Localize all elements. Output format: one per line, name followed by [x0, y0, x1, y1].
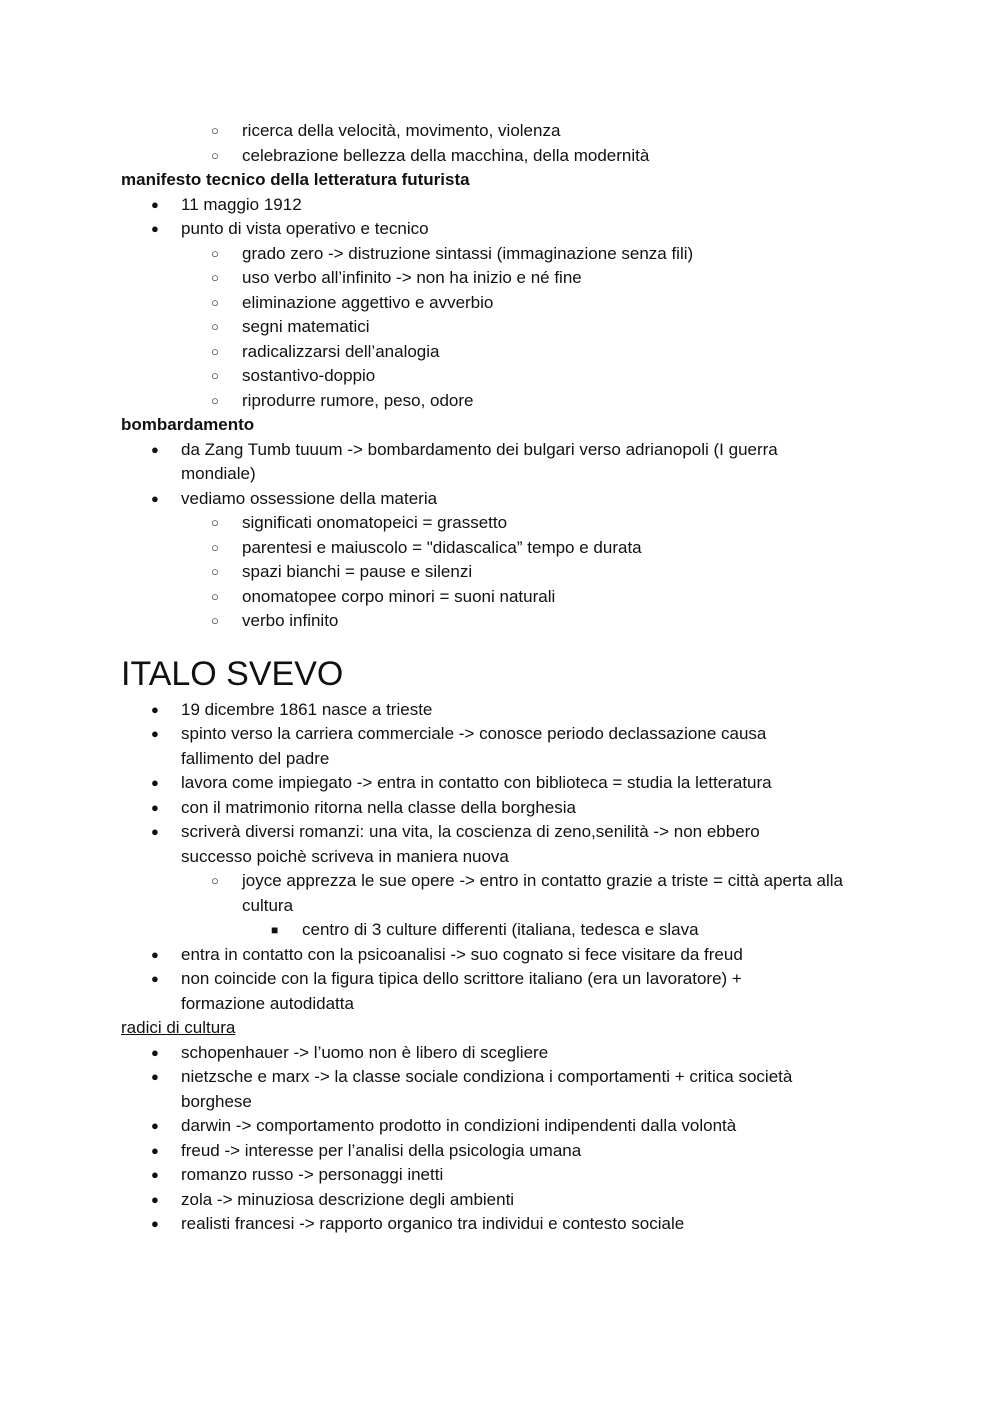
- list-item: [121, 869, 872, 918]
- list-item: [121, 1065, 811, 1114]
- circle-bullet-icon: ○: [211, 343, 219, 359]
- list-item: [121, 217, 881, 242]
- list-item: [121, 698, 881, 723]
- list-item: [121, 585, 881, 610]
- circle-bullet-icon: ○: [211, 515, 219, 530]
- list-item: [121, 943, 881, 968]
- list-item: [121, 193, 881, 218]
- list-item-text: significati onomatopeici = grassetto: [242, 513, 508, 532]
- list-item-text: scriverà diversi romanzi: una vita, la coscienza di zeno,senilità -> non ebbero successo poichè scriveva in maniera nuova: [181, 822, 760, 866]
- list-item-text: riprodurre rumore, peso, odore: [242, 390, 474, 410]
- circle-bullet-icon: ○: [211, 539, 219, 555]
- list-item: [121, 340, 881, 365]
- circle-bullet-icon: ○: [211, 123, 219, 138]
- circle-bullet-icon: ○: [211, 294, 219, 310]
- list-item-text: sostantivo-doppio: [242, 366, 376, 385]
- list-item: [121, 1041, 881, 1066]
- list-item-text: verbo infinito: [242, 611, 339, 630]
- list-item: [121, 438, 831, 487]
- list-item-text: lavora come impiegato -> entra in contatto con biblioteca = studia la letteratura: [181, 773, 772, 792]
- bullet-icon: ●: [151, 824, 159, 839]
- list-item-text: non coincide con la figura tipica dello scrittore italiano (era un lavoratore) + formazione autodidatta: [181, 969, 742, 1013]
- circle-bullet-icon: ○: [211, 147, 219, 163]
- list-item-text: schopenhauer -> l’uomo non è libero di scegliere: [181, 1042, 549, 1062]
- list-item: [121, 315, 881, 340]
- list-item-text: vediamo ossessione della materia: [181, 488, 438, 508]
- square-bullet-icon: ■: [271, 923, 279, 937]
- bullet-icon: ●: [151, 1191, 159, 1207]
- circle-bullet-icon: ○: [211, 392, 219, 408]
- list-item-text: onomatopee corpo minori = suoni naturali: [242, 586, 556, 606]
- list-item: [121, 242, 881, 267]
- bullet-icon: ●: [151, 971, 159, 986]
- list-item-text: spinto verso la carriera commerciale -> conosce periodo declassazione causa fallimento del padre: [181, 724, 767, 768]
- list-item-text: darwin -> comportamento prodotto in condizioni indipendenti dalla volontà: [181, 1116, 737, 1135]
- bullet-icon: ●: [151, 490, 159, 506]
- list-item: [121, 487, 881, 512]
- bullet-icon: ●: [151, 1118, 159, 1133]
- bullet-icon: ●: [151, 221, 159, 236]
- circle-bullet-icon: ○: [211, 368, 219, 383]
- list-item-text: zola -> minuziosa descrizione degli ambienti: [181, 1189, 515, 1209]
- list-item: [121, 389, 881, 414]
- circle-bullet-icon: ○: [211, 588, 219, 604]
- list-item-text: entra in contatto con la psicoanalisi -> suo cognato si fece visitare da freud: [181, 944, 743, 964]
- bullet-icon: ●: [151, 1167, 159, 1182]
- list-item: [121, 536, 881, 561]
- circle-bullet-icon: ○: [211, 564, 219, 579]
- list-item: [121, 820, 821, 869]
- bullet-icon: ●: [151, 1142, 159, 1158]
- circle-bullet-icon: ○: [211, 873, 219, 888]
- list-item-text: 19 dicembre 1861 nasce a trieste: [181, 699, 433, 719]
- bullet-icon: ●: [151, 775, 159, 790]
- list-item-text: da Zang Tumb tuuum -> bombardamento dei bulgari verso adrianopoli (I guerra mondiale): [181, 439, 778, 483]
- list-item: [121, 722, 821, 771]
- circle-bullet-icon: ○: [211, 319, 219, 334]
- list-item-text: 11 maggio 1912: [181, 194, 302, 214]
- bullet-icon: ●: [151, 799, 159, 815]
- list-item-text: centro di 3 culture differenti (italiana, tedesca e slava: [302, 920, 699, 939]
- document-page: [121, 119, 881, 1237]
- list-item: [121, 1163, 881, 1188]
- list-item-text: punto di vista operativo e tecnico: [181, 219, 429, 238]
- list-item: [121, 119, 881, 144]
- list-item-text: grado zero -> distruzione sintassi (immaginazione senza fili): [242, 243, 694, 263]
- list-item: [121, 1188, 881, 1213]
- list-item-text: romanzo russo -> personaggi inetti: [181, 1165, 444, 1184]
- list-item: [121, 144, 881, 169]
- bullet-icon: ●: [151, 726, 159, 741]
- section-heading-bombardamento: bombardamento: [121, 415, 255, 434]
- list-item-text: celebrazione bellezza della macchina, della modernità: [242, 145, 650, 165]
- bullet-icon: ●: [151, 1216, 159, 1231]
- list-item: [121, 291, 881, 316]
- circle-bullet-icon: ○: [211, 613, 219, 628]
- list-item-text: nietzsche e marx -> la classe sociale condiziona i comportamenti + critica società borghese: [181, 1067, 793, 1111]
- bullet-icon: ●: [151, 196, 159, 212]
- bullet-icon: ●: [151, 1044, 159, 1060]
- list-item: [121, 796, 881, 821]
- list-item-text: freud -> interesse per l’analisi della psicologia umana: [181, 1140, 582, 1160]
- list-item: [121, 609, 881, 634]
- list-item: [121, 967, 821, 1016]
- list-item: [121, 364, 881, 389]
- list-item-text: joyce apprezza le sue opere -> entro in contatto grazie a triste = città aperta alla cultura: [242, 871, 844, 915]
- section-heading-manifesto: manifesto tecnico della letteratura futurista: [121, 170, 470, 189]
- section-heading-radici: radici di cultura: [121, 1018, 236, 1037]
- circle-bullet-icon: ○: [211, 245, 219, 261]
- list-item: [121, 511, 881, 536]
- list-item: [121, 1139, 881, 1164]
- list-item-text: parentesi e maiuscolo = "didascalica” tempo e durata: [242, 537, 642, 557]
- list-item: [121, 1114, 881, 1139]
- list-item-text: uso verbo all’infinito -> non ha inizio e né fine: [242, 268, 582, 287]
- bullet-icon: ●: [151, 441, 159, 457]
- list-item: [121, 918, 881, 943]
- circle-bullet-icon: ○: [211, 270, 219, 285]
- list-item-text: con il matrimonio ritorna nella classe della borghesia: [181, 797, 576, 817]
- page-title: ITALO SVEVO: [121, 654, 344, 693]
- list-item: [121, 560, 881, 585]
- bullet-icon: ●: [151, 701, 159, 717]
- list-item: [121, 1212, 881, 1237]
- list-item: [121, 266, 881, 291]
- bullet-icon: ●: [151, 1069, 159, 1084]
- bullet-icon: ●: [151, 946, 159, 962]
- list-item-text: radicalizzarsi dell’analogia: [242, 341, 440, 361]
- list-item: [121, 771, 881, 796]
- list-item-text: segni matematici: [242, 317, 370, 336]
- list-item-text: eliminazione aggettivo e avverbio: [242, 292, 494, 312]
- list-item-text: realisti francesi -> rapporto organico tra individui e contesto sociale: [181, 1214, 685, 1233]
- list-item-text: ricerca della velocità, movimento, violenza: [242, 121, 561, 140]
- list-item-text: spazi bianchi = pause e silenzi: [242, 562, 473, 581]
